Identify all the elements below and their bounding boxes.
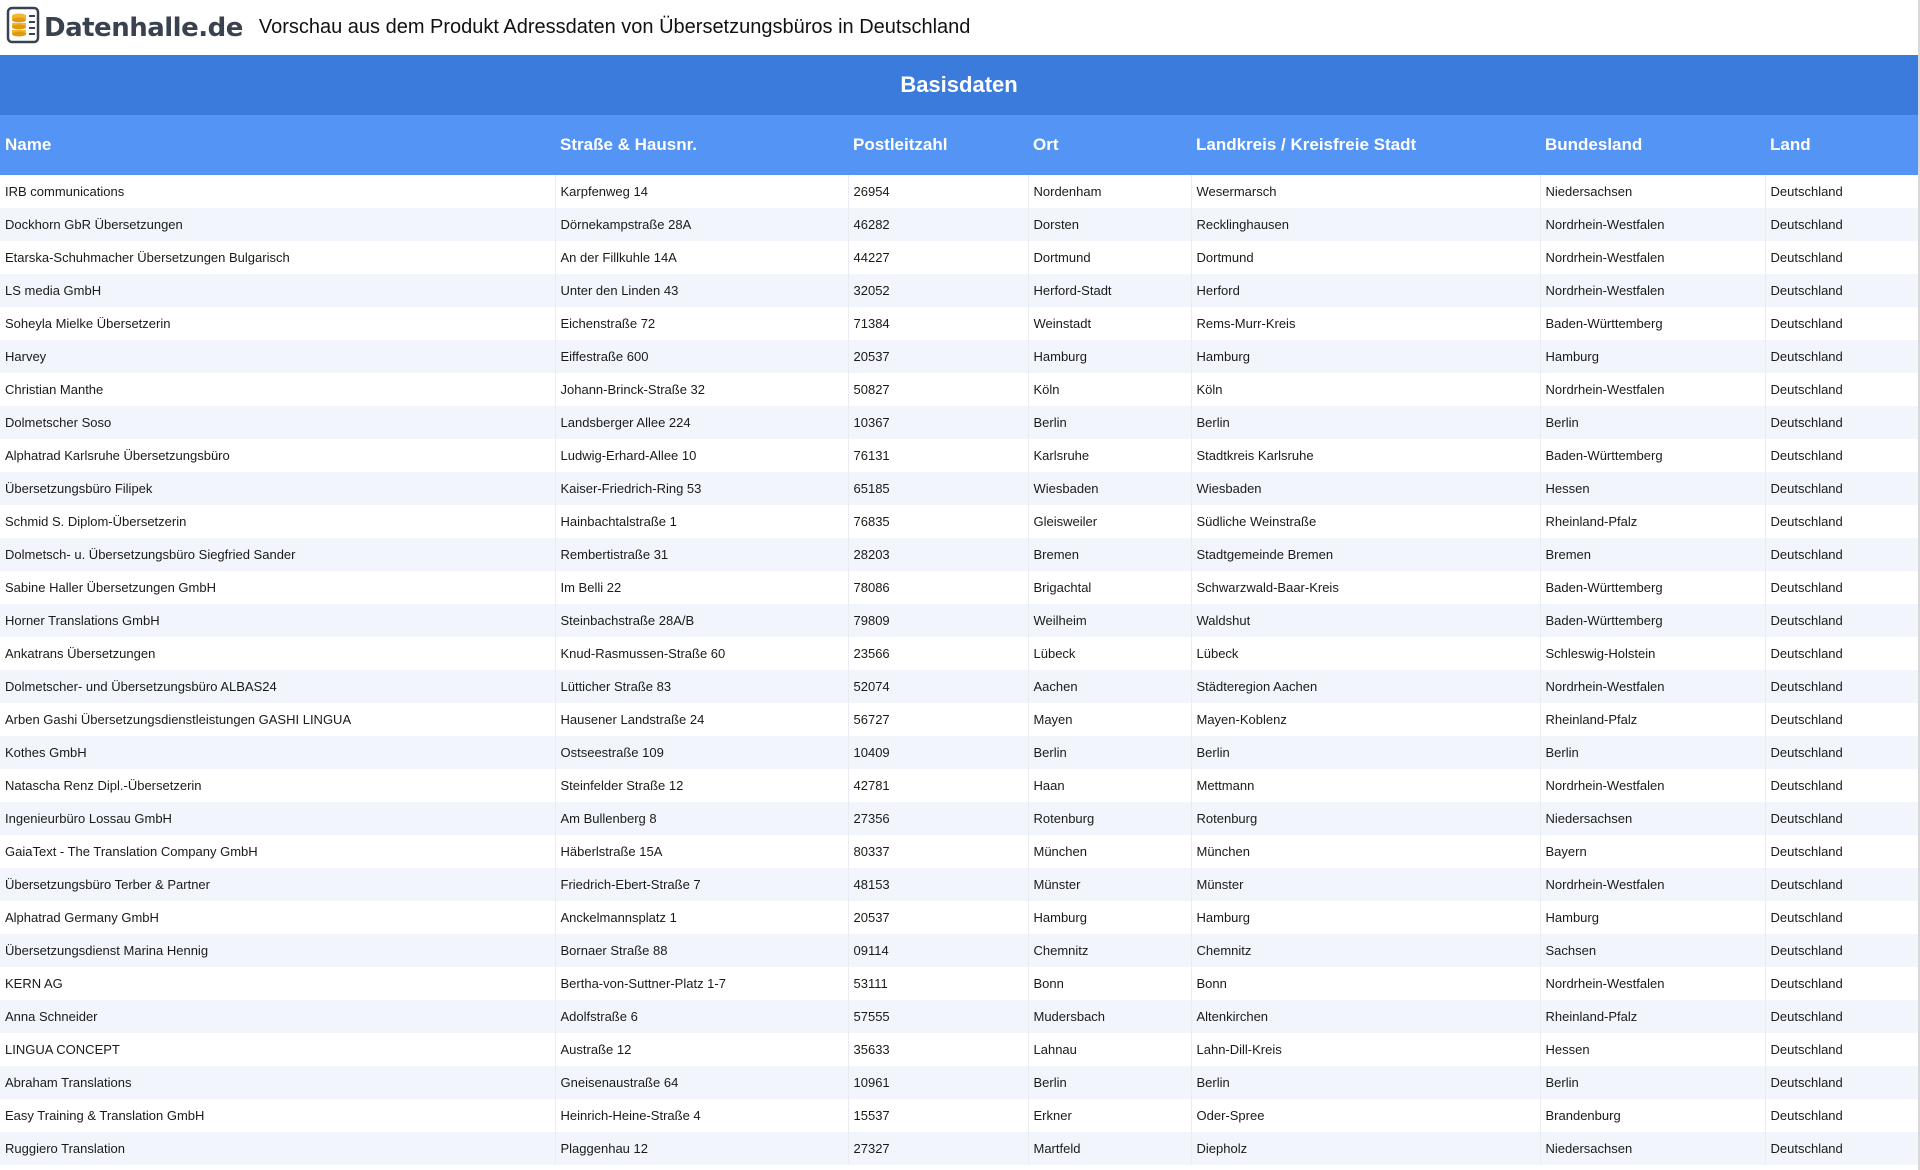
table-cell: 15537 <box>848 1099 1028 1132</box>
table-cell: Dolmetscher- und Übersetzungsbüro ALBAS24 <box>0 670 555 703</box>
table-cell: Natascha Renz Dipl.-Übersetzerin <box>0 769 555 802</box>
table-cell: Rheinland-Pfalz <box>1540 505 1765 538</box>
table-cell: Deutschland <box>1765 175 1918 208</box>
table-cell: Ingenieurbüro Lossau GmbH <box>0 802 555 835</box>
table-row <box>0 472 1918 505</box>
table-cell: Niedersachsen <box>1540 802 1765 835</box>
table-cell: Gneisenaustraße 64 <box>555 1066 848 1099</box>
table-cell: Ostseestraße 109 <box>555 736 848 769</box>
table-cell: KERN AG <box>0 967 555 1000</box>
table-cell: Deutschland <box>1765 505 1918 538</box>
table-cell: München <box>1191 835 1540 868</box>
table-row <box>0 604 1918 637</box>
table-cell: Deutschland <box>1765 1099 1918 1132</box>
table-cell: Easy Training & Translation GmbH <box>0 1099 555 1132</box>
table-cell: Karpfenweg 14 <box>555 175 848 208</box>
table-row <box>0 340 1918 373</box>
table-cell: Niedersachsen <box>1540 175 1765 208</box>
top-bar <box>0 0 1920 55</box>
table-cell: Hamburg <box>1028 901 1191 934</box>
table-cell: 76835 <box>848 505 1028 538</box>
table-cell: Weinstadt <box>1028 307 1191 340</box>
table-cell: Rembertistraße 31 <box>555 538 848 571</box>
table-cell: Aachen <box>1028 670 1191 703</box>
table-cell: Steinfelder Straße 12 <box>555 769 848 802</box>
column-header: Bundesland <box>1540 115 1765 175</box>
table-row <box>0 901 1918 934</box>
table-row <box>0 538 1918 571</box>
table-cell: Baden-Württemberg <box>1540 307 1765 340</box>
table-cell: Deutschland <box>1765 241 1918 274</box>
table-cell: Nordrhein-Westfalen <box>1540 967 1765 1000</box>
table-cell: Karlsruhe <box>1028 439 1191 472</box>
table-cell: Berlin <box>1028 406 1191 439</box>
table-cell: Schleswig-Holstein <box>1540 637 1765 670</box>
table-cell: Alphatrad Germany GmbH <box>0 901 555 934</box>
table-cell: Deutschland <box>1765 406 1918 439</box>
table-row <box>0 802 1918 835</box>
table-row <box>0 769 1918 802</box>
table-cell: 27356 <box>848 802 1028 835</box>
table-row <box>0 307 1918 340</box>
database-icon <box>6 6 40 49</box>
table-cell: Lahn-Dill-Kreis <box>1191 1033 1540 1066</box>
table-cell: 10367 <box>848 406 1028 439</box>
table-cell: Diepholz <box>1191 1132 1540 1165</box>
table-cell: Hamburg <box>1540 901 1765 934</box>
table-row <box>0 670 1918 703</box>
table-cell: Münster <box>1191 868 1540 901</box>
table-cell: Dolmetscher Soso <box>0 406 555 439</box>
table-cell: Am Bullenberg 8 <box>555 802 848 835</box>
table-cell: Stadtkreis Karlsruhe <box>1191 439 1540 472</box>
data-table <box>0 55 1918 1165</box>
table-row <box>0 1132 1918 1165</box>
table-cell: 26954 <box>848 175 1028 208</box>
table-cell: GaiaText - The Translation Company GmbH <box>0 835 555 868</box>
table-cell: Häberlstraße 15A <box>555 835 848 868</box>
logo[interactable] <box>6 6 243 49</box>
table-cell: 27327 <box>848 1132 1028 1165</box>
table-cell: Deutschland <box>1765 538 1918 571</box>
table-cell: Deutschland <box>1765 1000 1918 1033</box>
table-cell: Anckelmannsplatz 1 <box>555 901 848 934</box>
table-cell: Berlin <box>1191 736 1540 769</box>
table-cell: Deutschland <box>1765 835 1918 868</box>
table-cell: Baden-Württemberg <box>1540 439 1765 472</box>
table-cell: Etarska-Schuhmacher Übersetzungen Bulgarisch <box>0 241 555 274</box>
table-cell: Berlin <box>1028 736 1191 769</box>
table-cell: Steinbachstraße 28A/B <box>555 604 848 637</box>
table-cell: Sabine Haller Übersetzungen GmbH <box>0 571 555 604</box>
table-cell: Waldshut <box>1191 604 1540 637</box>
table-cell: Bayern <box>1540 835 1765 868</box>
table-cell: 09114 <box>848 934 1028 967</box>
group-header-row <box>0 55 1918 115</box>
table-cell: Christian Manthe <box>0 373 555 406</box>
table-row <box>0 934 1918 967</box>
table-cell: LINGUA CONCEPT <box>0 1033 555 1066</box>
table-cell: 35633 <box>848 1033 1028 1066</box>
table-cell: Übersetzungsbüro Terber & Partner <box>0 868 555 901</box>
table-row <box>0 967 1918 1000</box>
table-cell: 48153 <box>848 868 1028 901</box>
table-cell: Landsberger Allee 224 <box>555 406 848 439</box>
table-cell: Dorsten <box>1028 208 1191 241</box>
table-cell: 32052 <box>848 274 1028 307</box>
table-cell: 50827 <box>848 373 1028 406</box>
table-cell: Deutschland <box>1765 571 1918 604</box>
table-cell: Oder-Spree <box>1191 1099 1540 1132</box>
table-cell: Dolmetsch- u. Übersetzungsbüro Siegfried Sander <box>0 538 555 571</box>
table-cell: An der Fillkuhle 14A <box>555 241 848 274</box>
table-cell: Plaggenhau 12 <box>555 1132 848 1165</box>
table-row <box>0 175 1918 208</box>
table-cell: Hessen <box>1540 472 1765 505</box>
table-cell: 57555 <box>848 1000 1028 1033</box>
table-cell: Weilheim <box>1028 604 1191 637</box>
table-cell: Chemnitz <box>1191 934 1540 967</box>
table-cell: Schwarzwald-Baar-Kreis <box>1191 571 1540 604</box>
table-cell: Deutschland <box>1765 736 1918 769</box>
table-cell: 20537 <box>848 340 1028 373</box>
table-row <box>0 703 1918 736</box>
table-body <box>0 175 1918 1165</box>
table-cell: Deutschland <box>1765 967 1918 1000</box>
table-row <box>0 505 1918 538</box>
table-row <box>0 868 1918 901</box>
table-row <box>0 736 1918 769</box>
table-cell: Hessen <box>1540 1033 1765 1066</box>
table-cell: Deutschland <box>1765 769 1918 802</box>
table-cell: Abraham Translations <box>0 1066 555 1099</box>
table-cell: Altenkirchen <box>1191 1000 1540 1033</box>
table-cell: Baden-Württemberg <box>1540 604 1765 637</box>
table-cell: Rheinland-Pfalz <box>1540 1000 1765 1033</box>
table-cell: Eichenstraße 72 <box>555 307 848 340</box>
table-cell: Südliche Weinstraße <box>1191 505 1540 538</box>
table-cell: Mudersbach <box>1028 1000 1191 1033</box>
table-cell: Übersetzungsbüro Filipek <box>0 472 555 505</box>
table-cell: 10409 <box>848 736 1028 769</box>
table-cell: Nordrhein-Westfalen <box>1540 208 1765 241</box>
table-cell: Wesermarsch <box>1191 175 1540 208</box>
table-cell: Köln <box>1191 373 1540 406</box>
table-cell: Eiffestraße 600 <box>555 340 848 373</box>
table-cell: Hainbachtalstraße 1 <box>555 505 848 538</box>
table-cell: Berlin <box>1540 736 1765 769</box>
table-row <box>0 274 1918 307</box>
table-cell: Mayen-Koblenz <box>1191 703 1540 736</box>
table-cell: Hamburg <box>1540 340 1765 373</box>
table-cell: Deutschland <box>1765 307 1918 340</box>
table-cell: LS media GmbH <box>0 274 555 307</box>
table-cell: Sachsen <box>1540 934 1765 967</box>
table-cell: 42781 <box>848 769 1028 802</box>
table-cell: 28203 <box>848 538 1028 571</box>
table-cell: Deutschland <box>1765 373 1918 406</box>
table-cell: Ludwig-Erhard-Allee 10 <box>555 439 848 472</box>
table-cell: Erkner <box>1028 1099 1191 1132</box>
table-cell: Baden-Württemberg <box>1540 571 1765 604</box>
table-cell: Hamburg <box>1191 901 1540 934</box>
table-cell: Ankatrans Übersetzungen <box>0 637 555 670</box>
table-cell: Deutschland <box>1765 703 1918 736</box>
table-cell: Kaiser-Friedrich-Ring 53 <box>555 472 848 505</box>
column-header: Land <box>1765 115 1918 175</box>
table-cell: Schmid S. Diplom-Übersetzerin <box>0 505 555 538</box>
table-row <box>0 1033 1918 1066</box>
table-cell: Lütticher Straße 83 <box>555 670 848 703</box>
table-cell: Dortmund <box>1028 241 1191 274</box>
table-cell: Bertha-von-Suttner-Platz 1-7 <box>555 967 848 1000</box>
table-cell: Hamburg <box>1191 340 1540 373</box>
table-cell: Nordenham <box>1028 175 1191 208</box>
table-cell: Deutschland <box>1765 604 1918 637</box>
table-cell: Adolfstraße 6 <box>555 1000 848 1033</box>
table-cell: München <box>1028 835 1191 868</box>
table-cell: 71384 <box>848 307 1028 340</box>
table-row <box>0 439 1918 472</box>
table-cell: Berlin <box>1028 1066 1191 1099</box>
table-cell: Hamburg <box>1028 340 1191 373</box>
table-cell: Nordrhein-Westfalen <box>1540 373 1765 406</box>
column-header: Name <box>0 115 555 175</box>
table-cell: Deutschland <box>1765 274 1918 307</box>
logo-text: Datenhalle.de <box>44 12 243 43</box>
table-cell: Austraße 12 <box>555 1033 848 1066</box>
table-cell: Bremen <box>1540 538 1765 571</box>
table-cell: 46282 <box>848 208 1028 241</box>
table-cell: Städteregion Aachen <box>1191 670 1540 703</box>
table-cell: Soheyla Mielke Übersetzerin <box>0 307 555 340</box>
table-row <box>0 373 1918 406</box>
table-cell: Recklinghausen <box>1191 208 1540 241</box>
table-row <box>0 1099 1918 1132</box>
table-cell: 20537 <box>848 901 1028 934</box>
table-cell: Harvey <box>0 340 555 373</box>
table-cell: Heinrich-Heine-Straße 4 <box>555 1099 848 1132</box>
table-cell: Nordrhein-Westfalen <box>1540 670 1765 703</box>
table-cell: 23566 <box>848 637 1028 670</box>
table-cell: Kothes GmbH <box>0 736 555 769</box>
table-cell: Deutschland <box>1765 802 1918 835</box>
table-cell: Dockhorn GbR Übersetzungen <box>0 208 555 241</box>
column-header: Landkreis / Kreisfreie Stadt <box>1191 115 1540 175</box>
table-cell: Brigachtal <box>1028 571 1191 604</box>
table-cell: Arben Gashi Übersetzungsdienstleistungen GASHI LINGUA <box>0 703 555 736</box>
table-cell: Deutschland <box>1765 637 1918 670</box>
table-cell: Johann-Brinck-Straße 32 <box>555 373 848 406</box>
table-cell: Brandenburg <box>1540 1099 1765 1132</box>
table-cell: Deutschland <box>1765 208 1918 241</box>
table-cell: 10961 <box>848 1066 1028 1099</box>
table-cell: Alphatrad Karlsruhe Übersetzungsbüro <box>0 439 555 472</box>
table-cell: Rems-Murr-Kreis <box>1191 307 1540 340</box>
table-cell: Haan <box>1028 769 1191 802</box>
page-title: Vorschau aus dem Produkt Adressdaten von Übersetzungsbüros in Deutschland <box>258 16 971 38</box>
table-cell: Wiesbaden <box>1028 472 1191 505</box>
table-cell: Lübeck <box>1028 637 1191 670</box>
table-cell: Herford-Stadt <box>1028 274 1191 307</box>
table-cell: Deutschland <box>1765 1033 1918 1066</box>
table-cell: Bornaer Straße 88 <box>555 934 848 967</box>
table-cell: Gleisweiler <box>1028 505 1191 538</box>
table-row <box>0 1066 1918 1099</box>
table-cell: Wiesbaden <box>1191 472 1540 505</box>
table-cell: Anna Schneider <box>0 1000 555 1033</box>
table-cell: Friedrich-Ebert-Straße 7 <box>555 868 848 901</box>
table-row <box>0 208 1918 241</box>
table-cell: Deutschland <box>1765 340 1918 373</box>
table-cell: 52074 <box>848 670 1028 703</box>
table-cell: Nordrhein-Westfalen <box>1540 868 1765 901</box>
table-cell: Deutschland <box>1765 868 1918 901</box>
column-header: Straße & Hausnr. <box>555 115 848 175</box>
table-cell: Rotenburg <box>1191 802 1540 835</box>
table-cell: 65185 <box>848 472 1028 505</box>
table-cell: Bremen <box>1028 538 1191 571</box>
table-cell: Bonn <box>1028 967 1191 1000</box>
table-row <box>0 241 1918 274</box>
table-cell: Dortmund <box>1191 241 1540 274</box>
table-cell: Ruggiero Translation <box>0 1132 555 1165</box>
column-header: Postleitzahl <box>848 115 1028 175</box>
table-cell: Unter den Linden 43 <box>555 274 848 307</box>
table-cell: 78086 <box>848 571 1028 604</box>
table-cell: Übersetzungsdienst Marina Hennig <box>0 934 555 967</box>
group-header-basisdaten: Basisdaten <box>0 55 1918 115</box>
column-header-row <box>0 115 1918 175</box>
table-cell: Knud-Rasmussen-Straße 60 <box>555 637 848 670</box>
table-cell: Deutschland <box>1765 1132 1918 1165</box>
table-cell: Martfeld <box>1028 1132 1191 1165</box>
table-cell: Deutschland <box>1765 934 1918 967</box>
table-row <box>0 637 1918 670</box>
table-row <box>0 835 1918 868</box>
table-cell: Lübeck <box>1191 637 1540 670</box>
table-cell: 79809 <box>848 604 1028 637</box>
table-cell: Berlin <box>1191 406 1540 439</box>
table-cell: Im Belli 22 <box>555 571 848 604</box>
table-row <box>0 1000 1918 1033</box>
table-cell: Nordrhein-Westfalen <box>1540 241 1765 274</box>
table-cell: Lahnau <box>1028 1033 1191 1066</box>
table-cell: Chemnitz <box>1028 934 1191 967</box>
table-cell: IRB communications <box>0 175 555 208</box>
table-cell: Münster <box>1028 868 1191 901</box>
table-cell: Herford <box>1191 274 1540 307</box>
table-cell: Nordrhein-Westfalen <box>1540 274 1765 307</box>
table-cell: 44227 <box>848 241 1028 274</box>
table-row <box>0 406 1918 439</box>
table-cell: Rheinland-Pfalz <box>1540 703 1765 736</box>
table-cell: Mettmann <box>1191 769 1540 802</box>
table-cell: Berlin <box>1540 406 1765 439</box>
table-cell: 80337 <box>848 835 1028 868</box>
table-cell: Bonn <box>1191 967 1540 1000</box>
table-cell: Köln <box>1028 373 1191 406</box>
table-cell: Hausener Landstraße 24 <box>555 703 848 736</box>
table-cell: Berlin <box>1191 1066 1540 1099</box>
table-cell: 53111 <box>848 967 1028 1000</box>
table-cell: Horner Translations GmbH <box>0 604 555 637</box>
table-cell: Deutschland <box>1765 1066 1918 1099</box>
table-cell: Deutschland <box>1765 670 1918 703</box>
table-cell: 56727 <box>848 703 1028 736</box>
table-cell: Deutschland <box>1765 439 1918 472</box>
table-cell: Stadtgemeinde Bremen <box>1191 538 1540 571</box>
table-cell: Mayen <box>1028 703 1191 736</box>
table-cell: Nordrhein-Westfalen <box>1540 769 1765 802</box>
table-cell: Niedersachsen <box>1540 1132 1765 1165</box>
table-cell: Deutschland <box>1765 472 1918 505</box>
column-header: Ort <box>1028 115 1191 175</box>
table-cell: 76131 <box>848 439 1028 472</box>
table-cell: Berlin <box>1540 1066 1765 1099</box>
table-cell: Rotenburg <box>1028 802 1191 835</box>
table-cell: Dörnekampstraße 28A <box>555 208 848 241</box>
table-cell: Deutschland <box>1765 901 1918 934</box>
table-row <box>0 571 1918 604</box>
